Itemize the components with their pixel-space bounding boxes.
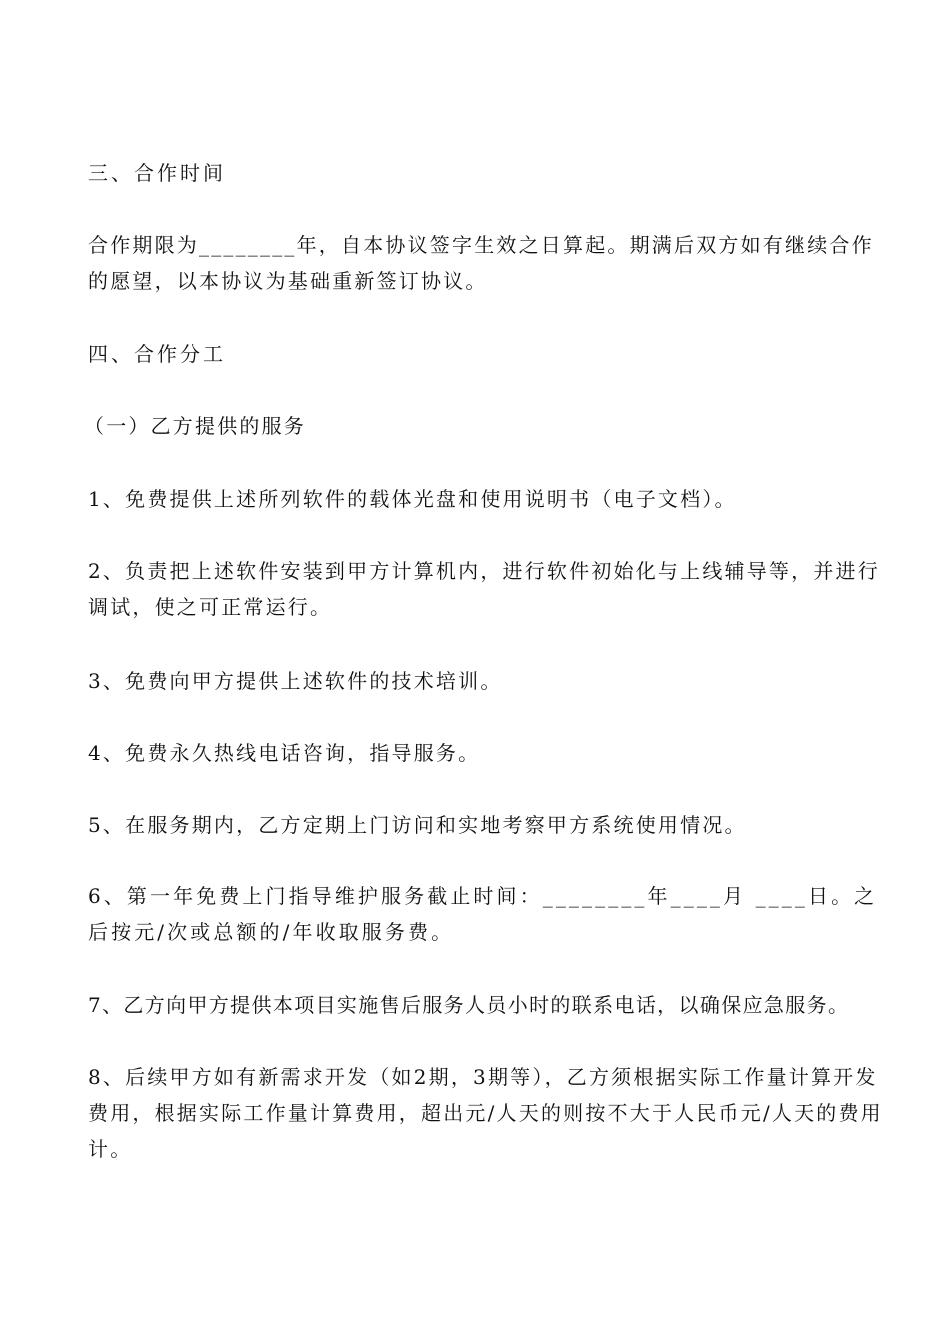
service-item-3: 3、免费向甲方提供上述软件的技术培训。 (88, 669, 503, 693)
section-4-subheading: （一）乙方提供的服务 (84, 414, 306, 438)
service-item-1: 1、免费提供上述所列软件的载体光盘和使用说明书（电子文档）。 (88, 487, 737, 511)
service-item-5: 5、在服务期内，乙方定期上门访问和实地考察甲方系统使用情况。 (88, 813, 747, 837)
section-4-heading: 四、合作分工 (88, 342, 226, 366)
section-3-heading: 三、合作时间 (88, 161, 226, 185)
service-item-7: 7、乙方向甲方提供本项目实施售后服务人员小时的联系电话，以确保应急服务。 (88, 993, 850, 1017)
service-item-6: 6、第一年免费上门指导维护服务截止时间：________年____月 ____日。之后按元/次或总额的/年收取服务费。 (88, 884, 878, 944)
service-item-2: 2、负责把上述软件安装到甲方计算机内，进行软件初始化与上线辅导等，并进行调试，使之可正常运行。 (88, 559, 880, 619)
service-item-4: 4、免费永久热线电话咨询，指导服务。 (88, 741, 481, 765)
section-3-body: 合作期限为________年，自本协议签字生效之日算起。期满后双方如有继续合作的愿望，以本协议为基础重新签订协议。 (88, 233, 874, 293)
service-item-8: 8、后续甲方如有新需求开发（如2期，3期等），乙方须根据实际工作量计算开发费用，根据实际工作量计算费用，超出元/人天的则按不大于人民币元/人天的费用计。 (88, 1065, 883, 1161)
